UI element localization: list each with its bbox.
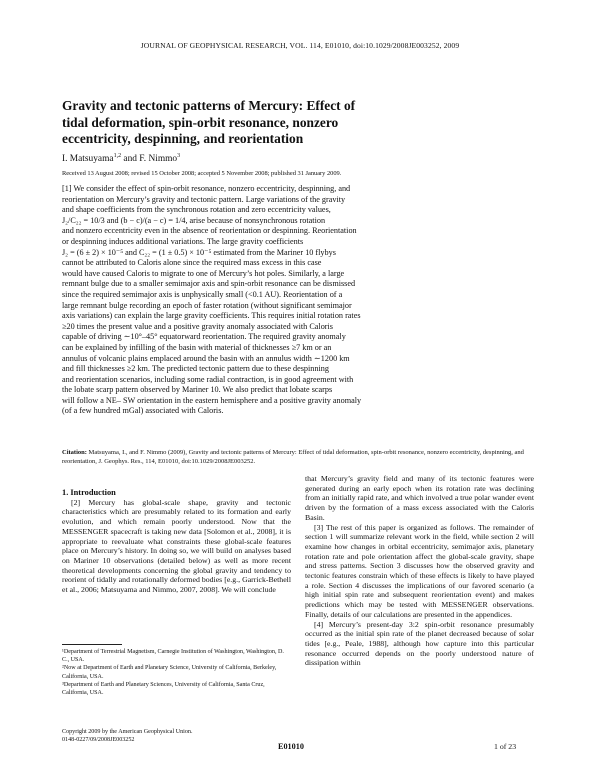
abstract-line: reorientation on Mercury’s gravity and tectonic pattern. Large variations of the gravity: [62, 194, 346, 204]
body-paragraph: [3] The rest of this paper is organized as follows. The remainder of section 1 will summarize relevant work in the field, while section 2 will examine how changes in orbital eccentricity, semimajor axis, planetary rotation rate and pole orientation affect the global-scale gravity, shape and stress patterns. Section 3 discusses how the observed gravity and tectonic features constrain which of these effects is likely to have played a role. Section 4 discusses the implications of our favored scenario (a high initial spin rate and subsequent reorientation event) and makes predictions which may be tested with MESSENGER observations. Finally, details of our calculations are presented in the appendices.: [305, 522, 534, 619]
abstract-line: or despinning induces additional variations. The large gravity coefficients: [62, 236, 304, 246]
abstract-line: large remnant bulge recording an epoch of faster rotation (without significant semimajor: [62, 300, 352, 310]
copyright-line: 0148-0227/09/2008JE003252: [62, 737, 135, 744]
citation-label: Citation:: [62, 449, 87, 456]
body-paragraph: that Mercury’s gravity field and many of its tectonic features were generated during an early epoch when its rotation rate was declining from an initially rapid rate, and which involved a true polar wander event driven by the formation of a mass excess associated with the Caloris Basin.: [305, 474, 534, 522]
footnote-divider: [62, 644, 122, 645]
body-paragraph: [2] Mercury has global-scale shape, gravity and tectonic characteristics which are presumably related to its formation and early evolution, and which remain poorly understood. Now that the MESSENGER spacecraft is taking new data [Solomon et al., 2008], it is appropriate to reevaluate what constraints these global-scale features place on Mercury’s history. In doing so, we will build on analyses based on Mariner 10 observations (detailed below) as well as more recent theoretical developments concerning the global gravity and tendency to reorient of tidally and rotationally deformed bodies [e.g., Garrick-Bethell et al., 2006; Matsuyama and Nimmo, 2007, 2008]. We will conclude: [62, 497, 291, 595]
abstract-line: axis variations) can explain the large gravity coefficients. This requires initial rotation rates: [62, 311, 361, 321]
abstract-line: and shape coefficients from the synchronous rotation and zero eccentricity values,: [62, 205, 331, 215]
abstract-line: ≥20 times the present value and a positive gravity anomaly associated with Caloris: [62, 321, 333, 331]
received-dates: Received 13 August 2008; revised 15 October 2008; accepted 5 November 2008; published 31 January 2009.: [62, 170, 342, 177]
abstract-line: would have caused Caloris to migrate to one of Mercury’s hot poles. Similarly, a large: [62, 268, 345, 278]
citation-text: Matsuyama, I., and F. Nimmo (2009), Gravity and tectonic patterns of Mercury: Effect of tidal deformation, spin-orbit resonance, nonzero eccentricity, despinning, and reorientation, J. Geophys. Res., 114, E01010, doi:10.1029/2008JE003252.: [62, 449, 524, 466]
footnote: ³Department of Earth and Planetary Sciences, University of California, Santa Cruz, California, USA.: [62, 681, 265, 697]
author-list: [62, 153, 180, 164]
title-line: Gravity and tectonic patterns of Mercury: Effect of: [62, 98, 356, 113]
abstract-line: cannot be attributed to Caloris alone since the required mass excess in this case: [62, 258, 322, 268]
abstract-line: and nonzero eccentricity even in the absence of reorientation or despinning. Reorientation: [62, 226, 357, 236]
abstract-line: remnant bulge due to a smaller semimajor axis and spin-orbit resonance can be dismissed: [62, 279, 356, 289]
abstract-line: J₂ = (6 ± 2) × 10⁻⁵ and C₂₂ = (1 ± 0.5) × 10⁻⁵ estimated from the Mariner 10 flybys: [62, 247, 336, 257]
abstract-line: the lobate scarp pattern observed by Mariner 10. We also predict that lobate scarps: [62, 385, 333, 395]
abstract-line: will follow a NE– SW orientation in the eastern hemisphere and a positive gravity anomaly: [62, 395, 362, 405]
copyright-line: Copyright 2009 by the American Geophysical Union.: [62, 729, 193, 735]
author-affiliation-mark: 1,2: [113, 153, 122, 159]
abstract-line: annulus of volcanic plains emplaced around the basin with an annulus width ∼1200 km: [62, 353, 350, 363]
author-name: I. Matsuyama: [62, 154, 114, 165]
title-line: eccentricity, despinning, and reorientation: [62, 131, 304, 147]
copyright-notice: [62, 728, 291, 744]
abstract: [62, 184, 514, 417]
right-column: [305, 474, 534, 668]
left-column: [62, 488, 291, 595]
footnotes: [62, 648, 291, 697]
abstract-line: J₂/C₂₂ = 10/3 and (b − c)/(a − c) = 1/4, arise because of nonsynchronous rotation: [62, 215, 326, 225]
section-heading: 1. Introduction: [62, 488, 116, 497]
footnote: ²Now at Department of Earth and Planetary Science, University of California, Berkeley, California, USA.: [62, 665, 277, 680]
abstract-line: since the required semimajor axis is unphysically small (<0.1 AU). Reorientation of a: [62, 289, 343, 299]
abstract-line: (of a few hundred mGal) associated with Caloris.: [62, 406, 224, 416]
footnote: ¹Department of Terrestrial Magnetism, Carnegie Institution of Washington, Washington, D. C., USA.: [62, 649, 284, 664]
abstract-line: can be explained by infilling of the basin with material of thicknesses ≥7 km or an: [62, 342, 332, 352]
page-number: 1 of 23: [494, 742, 517, 751]
author-affiliation-mark: 3: [177, 153, 181, 159]
abstract-line: capable of driving ∼10°–45° equatorward reorientation. The required gravity anomaly: [62, 332, 346, 342]
abstract-line: [1] We consider the effect of spin-orbit resonance, nonzero eccentricity, despinning, and: [62, 184, 351, 193]
body-paragraph: [4] Mercury’s present-day 3:2 spin-orbit resonance presumably occurred as the initial spin rate of the planet decreased because of solar tides [e.g., Peale, 1988], although how capture into this particular resonance occurred depends on the poorly understood nature of dissipation within: [305, 619, 534, 668]
abstract-line: and reorientation scenarios, including some radial contraction, is in good agreement with: [62, 374, 354, 384]
author-name: F. Nimmo: [139, 154, 178, 165]
article-title: [62, 98, 402, 148]
author-conjunction: and: [121, 154, 140, 165]
abstract-line: and fill thicknesses ≥2 km. The predicted tectonic pattern due to these despinning: [62, 364, 329, 374]
title-line: tidal deformation, spin-orbit resonance, nonzero: [62, 114, 339, 130]
article-id: E01010: [278, 742, 304, 751]
citation: [62, 448, 540, 466]
running-head: JOURNAL OF GEOPHYSICAL RESEARCH, VOL. 114, E01010, doi:10.1029/2008JE003252, 2009: [140, 41, 460, 50]
